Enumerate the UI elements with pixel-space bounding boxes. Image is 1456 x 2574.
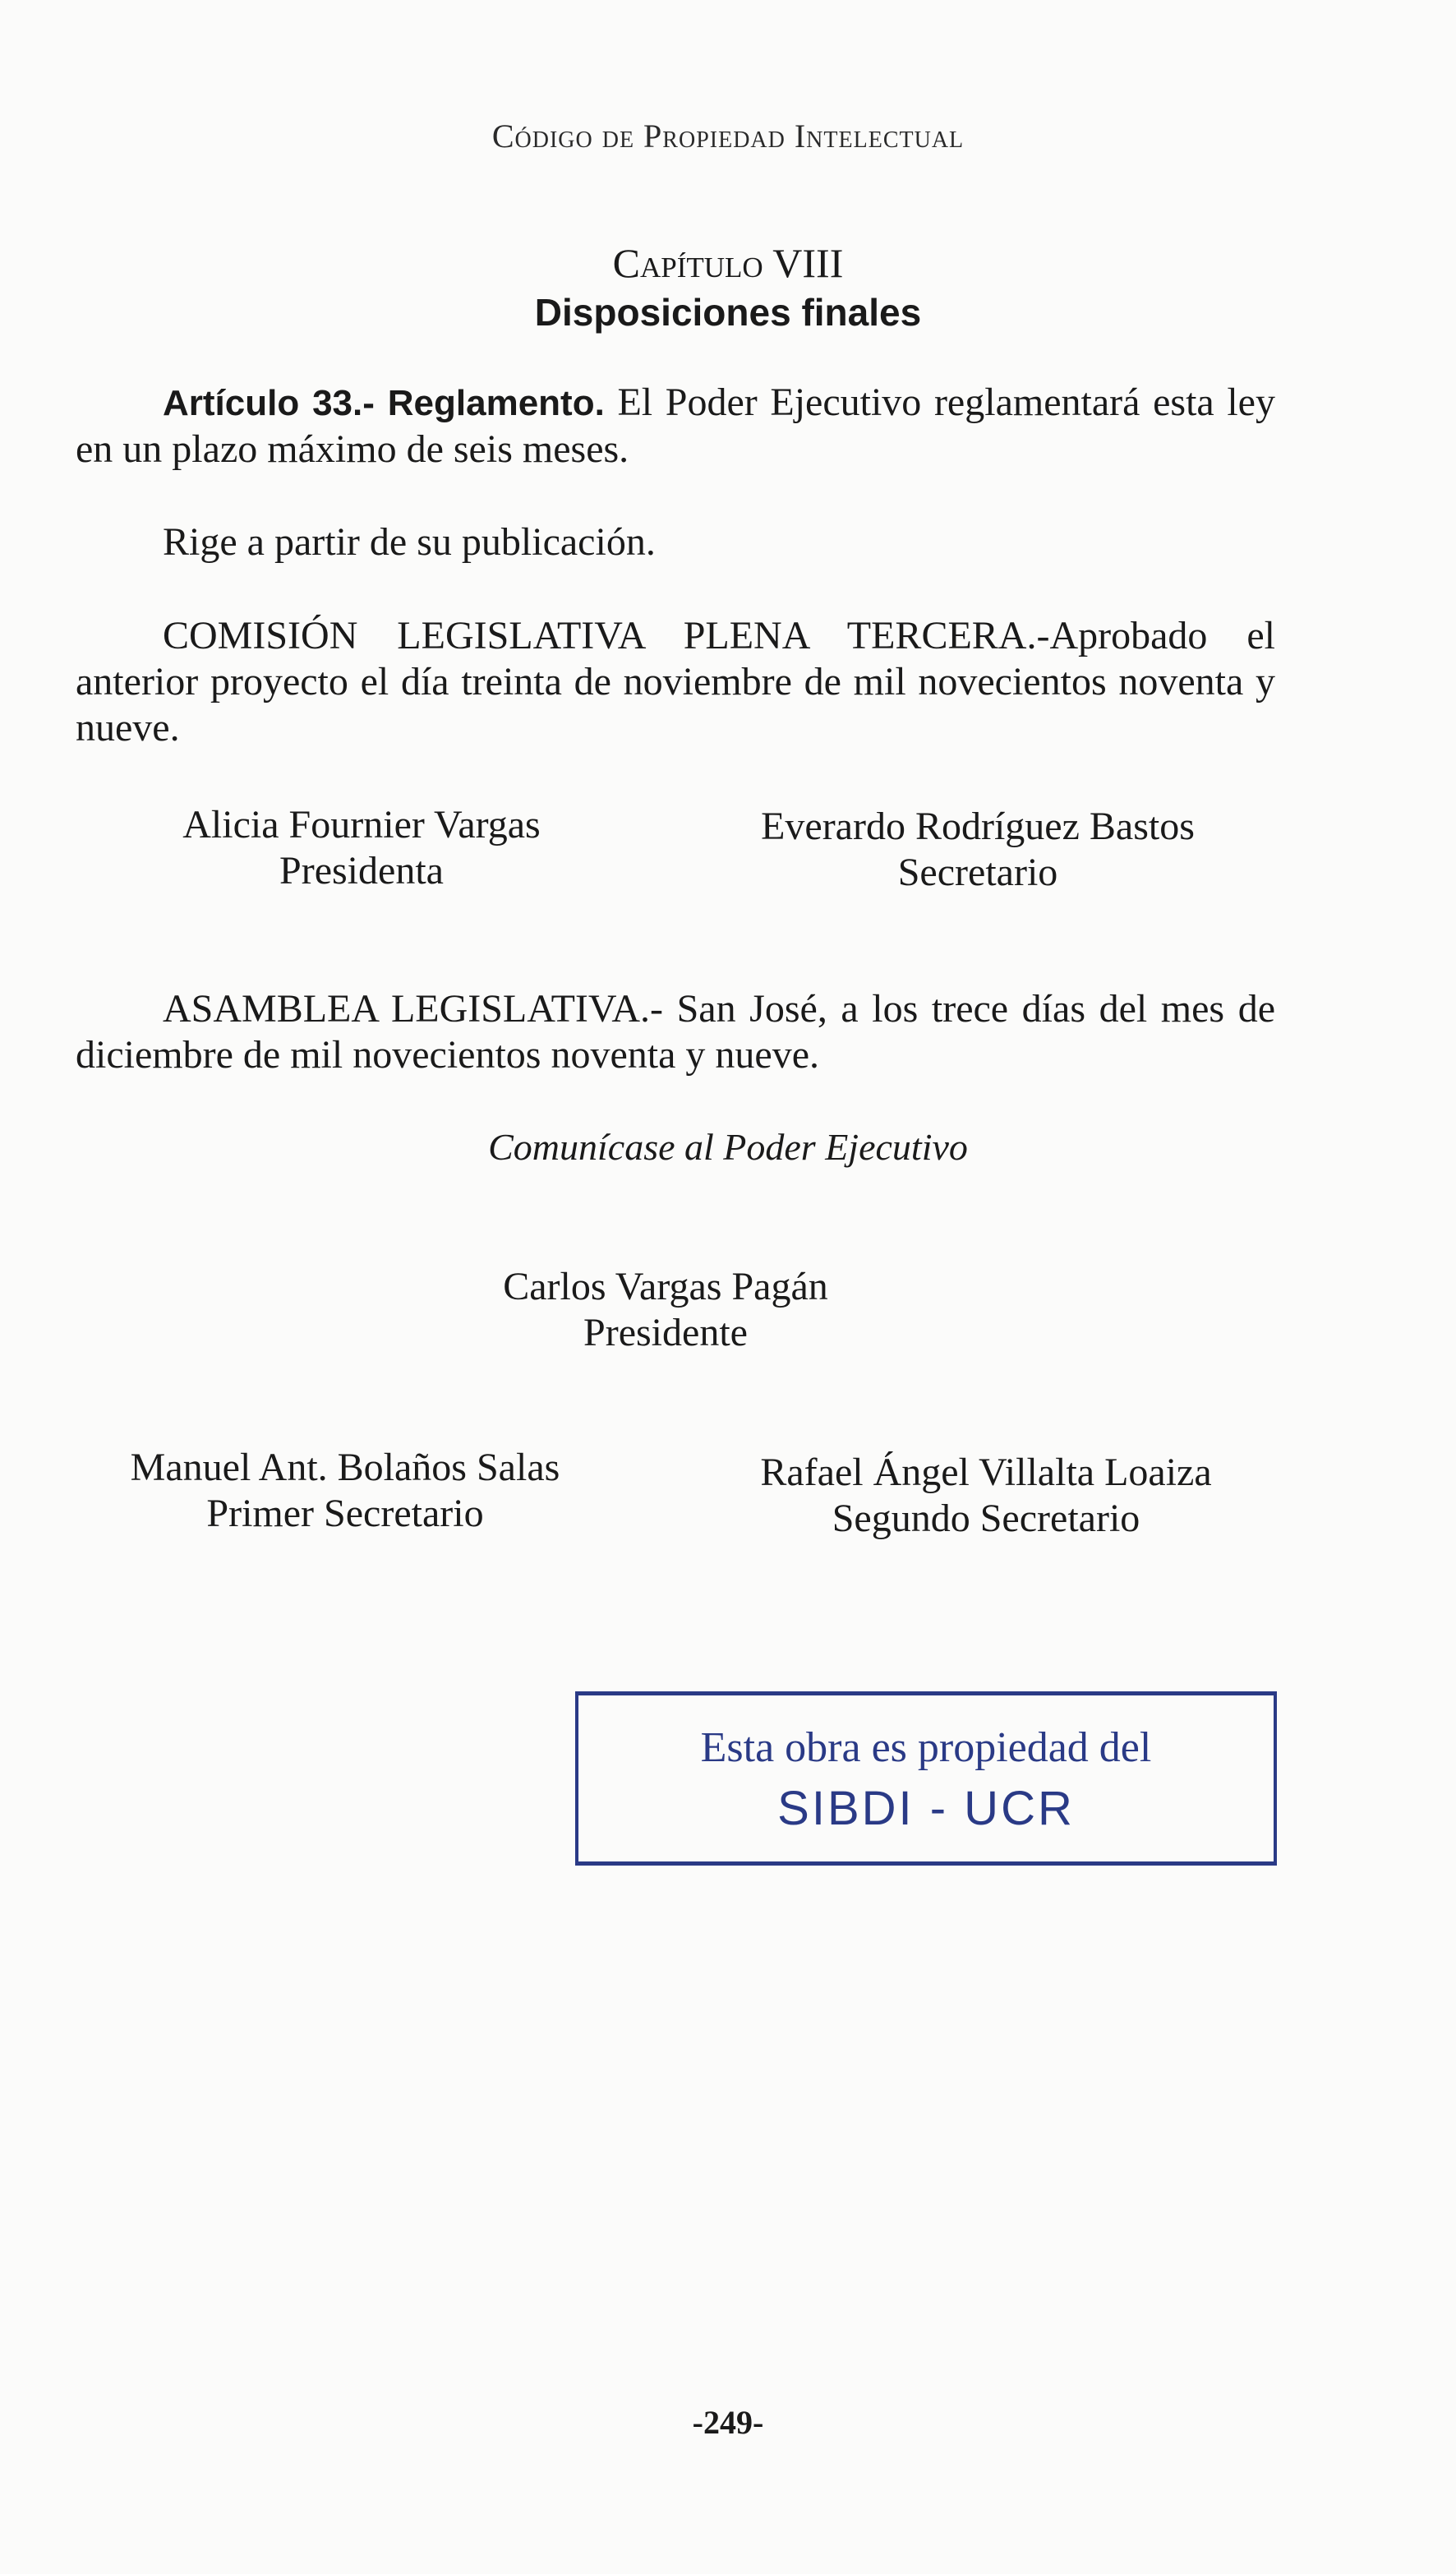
communicate-line: Comunícase al Poder Ejecutivo <box>488 1126 968 1168</box>
signatory-name: Manuel Ant. Bolaños Salas <box>130 1446 560 1489</box>
page-number: -249- <box>692 2404 764 2441</box>
signatory-name: Alicia Fournier Vargas <box>182 803 541 846</box>
president-signature-block <box>411 1264 920 1356</box>
signature-block <box>82 1445 608 1537</box>
signatory-role: Secretario <box>897 851 1058 894</box>
article-33-paragraph <box>76 380 1275 473</box>
signatory-name: Everardo Rodríguez Bastos <box>761 805 1195 848</box>
stamp-text-line2: SIBDI - UCR <box>777 1782 1075 1835</box>
signatory-role: Presidenta <box>279 849 444 893</box>
commission-paragraph: COMISIÓN LEGISLATIVA PLENA TERCERA.-Aprobado el anterior proyecto el día treinta de noviembre de mil novecientos noventa y nueve. <box>76 614 1275 750</box>
signatory-name: Rafael Ángel Villalta Loaiza <box>760 1451 1212 1494</box>
running-head: Código de Propiedad Intelectual <box>491 118 965 155</box>
chapter-title: Disposiciones finales <box>534 291 922 334</box>
article-33-text: El Poder Ejecutivo reglamentará esta ley en un plazo máximo de seis meses. <box>76 381 1275 471</box>
assembly-paragraph: ASAMBLEA LEGISLATIVA.- San José, a los trece días del mes de diciembre de mil novecientos noventa y nueve. <box>76 987 1275 1077</box>
effect-paragraph: Rige a partir de su publicación. <box>163 520 656 564</box>
signatory-role: Primer Secretario <box>206 1492 484 1535</box>
signatory-role: Segundo Secretario <box>832 1497 1140 1540</box>
article-33-heading: Artículo 33.- Reglamento. <box>163 383 605 423</box>
signature-block <box>107 802 616 894</box>
signatory-name: Carlos Vargas Pagán <box>503 1265 828 1308</box>
signature-block <box>707 1450 1265 1542</box>
stamp-text-line1: Esta obra es propiedad del <box>700 1724 1152 1771</box>
signatory-role: Presidente <box>583 1311 748 1354</box>
library-ownership-stamp <box>575 1691 1277 1866</box>
chapter-number: Capítulo VIII <box>612 240 844 286</box>
signature-block <box>715 804 1241 896</box>
